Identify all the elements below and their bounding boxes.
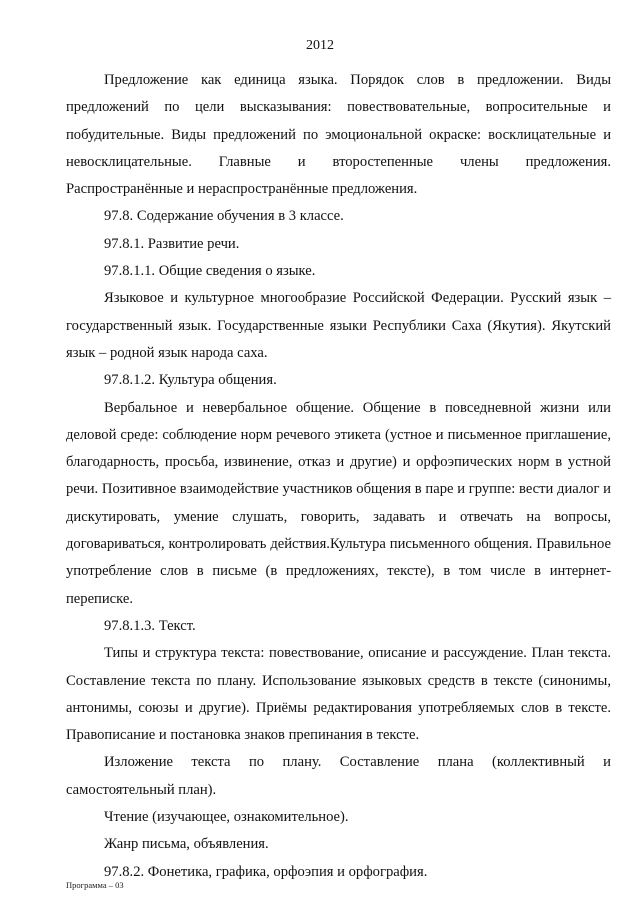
heading-phonetics: 97.8.2. Фонетика, графика, орфоэпия и орфография.: [104, 863, 428, 880]
heading-speech-development: 97.8.1. Развитие речи.: [104, 235, 240, 252]
heading-communication-culture: 97.8.1.2. Культура общения.: [104, 372, 277, 389]
heading-language-general-info: 97.8.1.1. Общие сведения о языке.: [104, 263, 316, 280]
paragraph-communication: Вербальное и невербальное общение. Общение в повседневной жизни или деловой среде: соблюдение норм речевого этикета (устное и письменное приглашение, благодарность, просьба, извинение, отказ и другие) и орфоэпических норм в устной речи. Позитивное взаимодействие участников общения в паре и группе: вести диалог и дискутировать, умение слушать, говорить, задавать и отвечать на вопросы, договариваться, контролировать действия.Культура письменного общения. Правильное употребление слов в письме (в предложениях, тексте), в том числе в интернет-переписке.: [66, 399, 611, 607]
paragraph-text-types: Типы и структура текста: повествование, описание и рассуждение. План текста. Составление текста по плану. Использование языковых средств в тексте (синонимы, антонимы, союзы и другие). Приёмы редактирования употребляемых слов в тексте. Правописание и постановка знаков препинания в тексте.: [66, 645, 611, 744]
footer-program-label: Программа – 03: [66, 880, 124, 890]
paragraph-language-diversity: Языковое и культурное многообразие Российской Федерации. Русский язык – государственный язык. Государственные языки Республики Саха (Якутия). Якутский язык – родной язык народа саха.: [66, 290, 611, 361]
paragraph-presentation: Изложение текста по плану. Составление плана (коллективный и самостоятельный план).: [66, 754, 611, 798]
heading-grade-3-content: 97.8. Содержание обучения в 3 классе.: [104, 208, 344, 225]
paragraph-sentence-types: Предложение как единица языка. Порядок слов в предложении. Виды предложений по цели высказывания: повествовательные, вопросительные и побудительные. Виды предложений по эмоциональной окраске: восклицательные и невосклицательные. Главные и второстепенные члены предложения. Распространённые и нераспространённые предложения.: [66, 72, 611, 198]
document-body: [66, 67, 611, 886]
paragraph-letter-genre: Жанр письма, объявления.: [104, 836, 269, 853]
heading-text: 97.8.1.3. Текст.: [104, 617, 196, 634]
paragraph-reading: Чтение (изучающее, ознакомительное).: [104, 809, 349, 826]
page-number: 2012: [306, 38, 334, 53]
